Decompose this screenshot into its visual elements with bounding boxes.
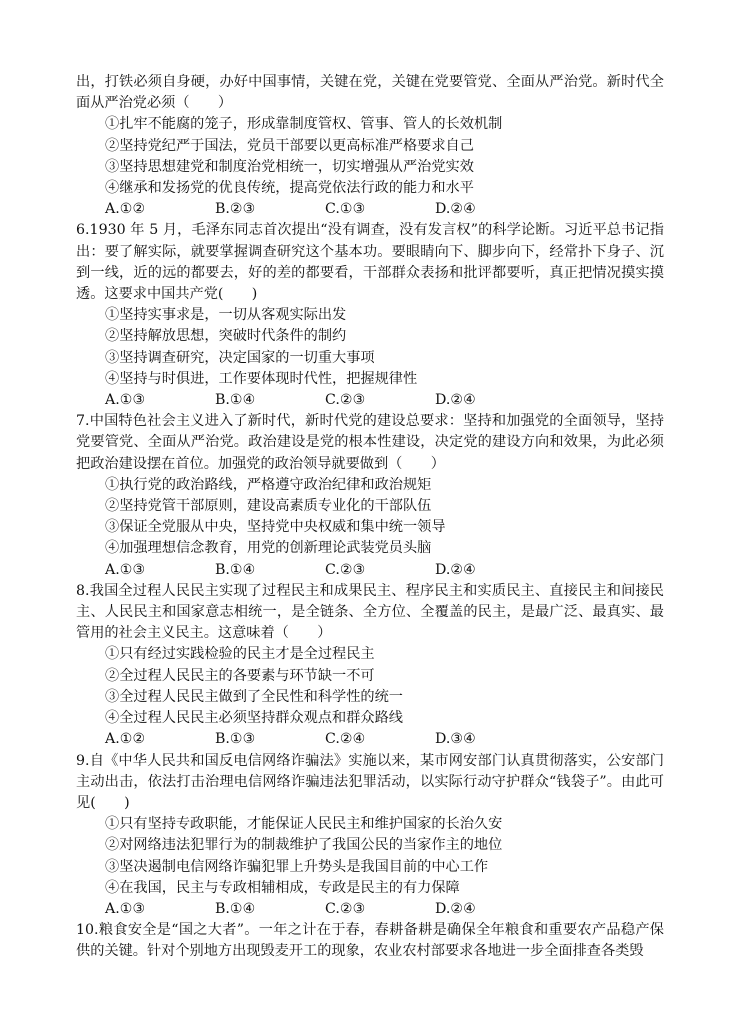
question-8 — [76, 581, 664, 751]
question-7-stem: 7.中国特色社会主义进入了新时代，新时代党的建设总要求：坚持和加强党的全面领导，坚持党要管党、全面从严治党。政治建设是党的根本性建设，决定党的建设方向和效果，为此必须把政治建设摆在首位。加强党的政治领导就要做到（ ） — [76, 413, 664, 472]
question-7-choice-d: D.②④ — [435, 561, 476, 578]
question-9-option-1: ①只有坚持专政职能，才能保证人民民主和维护国家的长治久安 — [105, 816, 503, 833]
question-9-option-2: ②对网络违法犯罪行为的制裁维护了我国公民的当家作主的地位 — [105, 837, 503, 854]
question-10-stem: 10.粮食安全是“国之大者”。一年之计在于春，春耕备耕是确保全年粮食和重要农产品稳产保供的关键。针对个别地方出现毁麦开工的现象，农业农村部要求各地进一步全面排查各类毁 — [76, 922, 664, 960]
question-6-choice-b: B.①④ — [215, 392, 256, 409]
question-5-choice-d: D.②④ — [435, 201, 476, 218]
question-10 — [76, 920, 664, 962]
exam-page — [76, 72, 664, 963]
question-9-option-3: ③坚决遏制电信网络诈骗犯罪上升势头是我国目前的中心工作 — [105, 858, 489, 875]
question-5-stem: 出，打铁必须自身硬，办好中国事情，关键在党，关键在党要管党、全面从严治党。新时代全面从严治党必须（ ） — [76, 74, 664, 112]
question-6-choices — [76, 390, 664, 411]
question-9-choices — [76, 899, 664, 920]
question-5-choice-c: C.①③ — [325, 201, 366, 218]
question-8-choice-a: A.①② — [105, 731, 146, 748]
question-8-option-2: ②全过程人民民主的各要素与环节缺一不可 — [105, 667, 375, 684]
question-7 — [76, 411, 664, 581]
question-6-choice-c: C.②③ — [325, 392, 366, 409]
question-9-choice-a: A.①③ — [105, 900, 146, 917]
question-8-option-3: ③全过程人民民主做到了全民性和科学性的统一 — [105, 688, 403, 705]
question-6-stem: 6.1930 年 5 月，毛泽东同志首次提出“没有调查，没有发言权”的科学论断。习近平总书记指出：要了解实际，就要掌握调查研究这个基本功。要眼睛向下、脚步向下，经常扑下身子、沉到一线，近的远的都要去，好的差的都要看，干部群众表扬和批评都要听，真正把情况摸实摸透。这要求中国共产党( ) — [76, 222, 664, 303]
question-8-option-4: ④全过程人民民主必须坚持群众观点和群众路线 — [105, 710, 403, 727]
question-9 — [76, 751, 664, 921]
question-5-choices — [76, 199, 664, 220]
question-7-choices — [76, 560, 664, 581]
question-5-option-1: ①扎牢不能腐的笼子，形成靠制度管权、管事、管人的长效机制 — [105, 116, 503, 133]
question-8-choices — [76, 729, 664, 750]
question-8-choice-b: B.①③ — [215, 731, 256, 748]
question-6-option-3: ③坚持调查研究，决定国家的一切重大事项 — [105, 349, 375, 366]
question-5-option-3: ③坚持思想建党和制度治党相统一，切实增强从严治党实效 — [105, 158, 474, 175]
question-9-choice-d: D.②④ — [435, 900, 476, 917]
question-6-option-1: ①坚持实事求是，一切从客观实际出发 — [105, 307, 347, 324]
question-7-option-1: ①执行党的政治路线，严格遵守政治纪律和政治规矩 — [105, 476, 432, 493]
question-7-option-3: ③保证全党服从中央，坚持党中央权威和集中统一领导 — [105, 519, 446, 536]
question-8-choice-c: C.②④ — [325, 731, 366, 748]
question-5-choice-b: B.②③ — [215, 201, 256, 218]
question-8-stem: 8.我国全过程人民民主实现了过程民主和成果民主、程序民主和实质民主、直接民主和间接民主、人民民主和国家意志相统一，是全链条、全方位、全覆盖的民主，是最广泛、最真实、最管用的社会主义民主。这意味着（ ） — [76, 582, 664, 642]
question-8-choice-d: D.③④ — [435, 731, 476, 748]
question-5-choice-a: A.①② — [105, 201, 146, 218]
question-9-stem: 9.自《中华人民共和国反电信网络诈骗法》实施以来，某市网安部门认真贯彻落实，公安部门主动出击，依法打击治理电信网络诈骗违法犯罪活动，以实际行动守护群众“钱袋子”。由此可见( ) — [76, 752, 664, 811]
question-7-choice-a: A.①③ — [105, 561, 146, 578]
question-8-option-1: ①只有经过实践检验的民主才是全过程民主 — [105, 646, 375, 663]
question-9-choice-c: C.②③ — [325, 900, 366, 917]
question-7-option-2: ②坚持党管干部原则，建设高素质专业化的干部队伍 — [105, 498, 432, 515]
question-6-option-2: ②坚持解放思想，突破时代条件的制约 — [105, 328, 347, 345]
question-7-option-4: ④加强理想信念教育，用党的创新理论武装党员头脑 — [105, 540, 432, 557]
question-6-choice-d: D.②④ — [435, 392, 476, 409]
question-9-choice-b: B.①④ — [215, 900, 256, 917]
question-5 — [76, 72, 664, 220]
question-9-option-4: ④在我国，民主与专政相辅相成，专政是民主的有力保障 — [105, 879, 460, 896]
question-5-option-2: ②坚持党纪严于国法，党员干部要以更高标准严格要求自己 — [105, 137, 474, 154]
question-7-choice-b: B.①④ — [215, 561, 256, 578]
question-6-option-4: ④坚持与时俱进，工作要体现时代性，把握规律性 — [105, 370, 418, 387]
question-7-choice-c: C.②③ — [325, 561, 366, 578]
question-6 — [76, 220, 664, 411]
question-5-option-4: ④继承和发扬党的优良传统，提高党依法行政的能力和水平 — [105, 180, 474, 197]
question-6-choice-a: A.①③ — [105, 392, 146, 409]
